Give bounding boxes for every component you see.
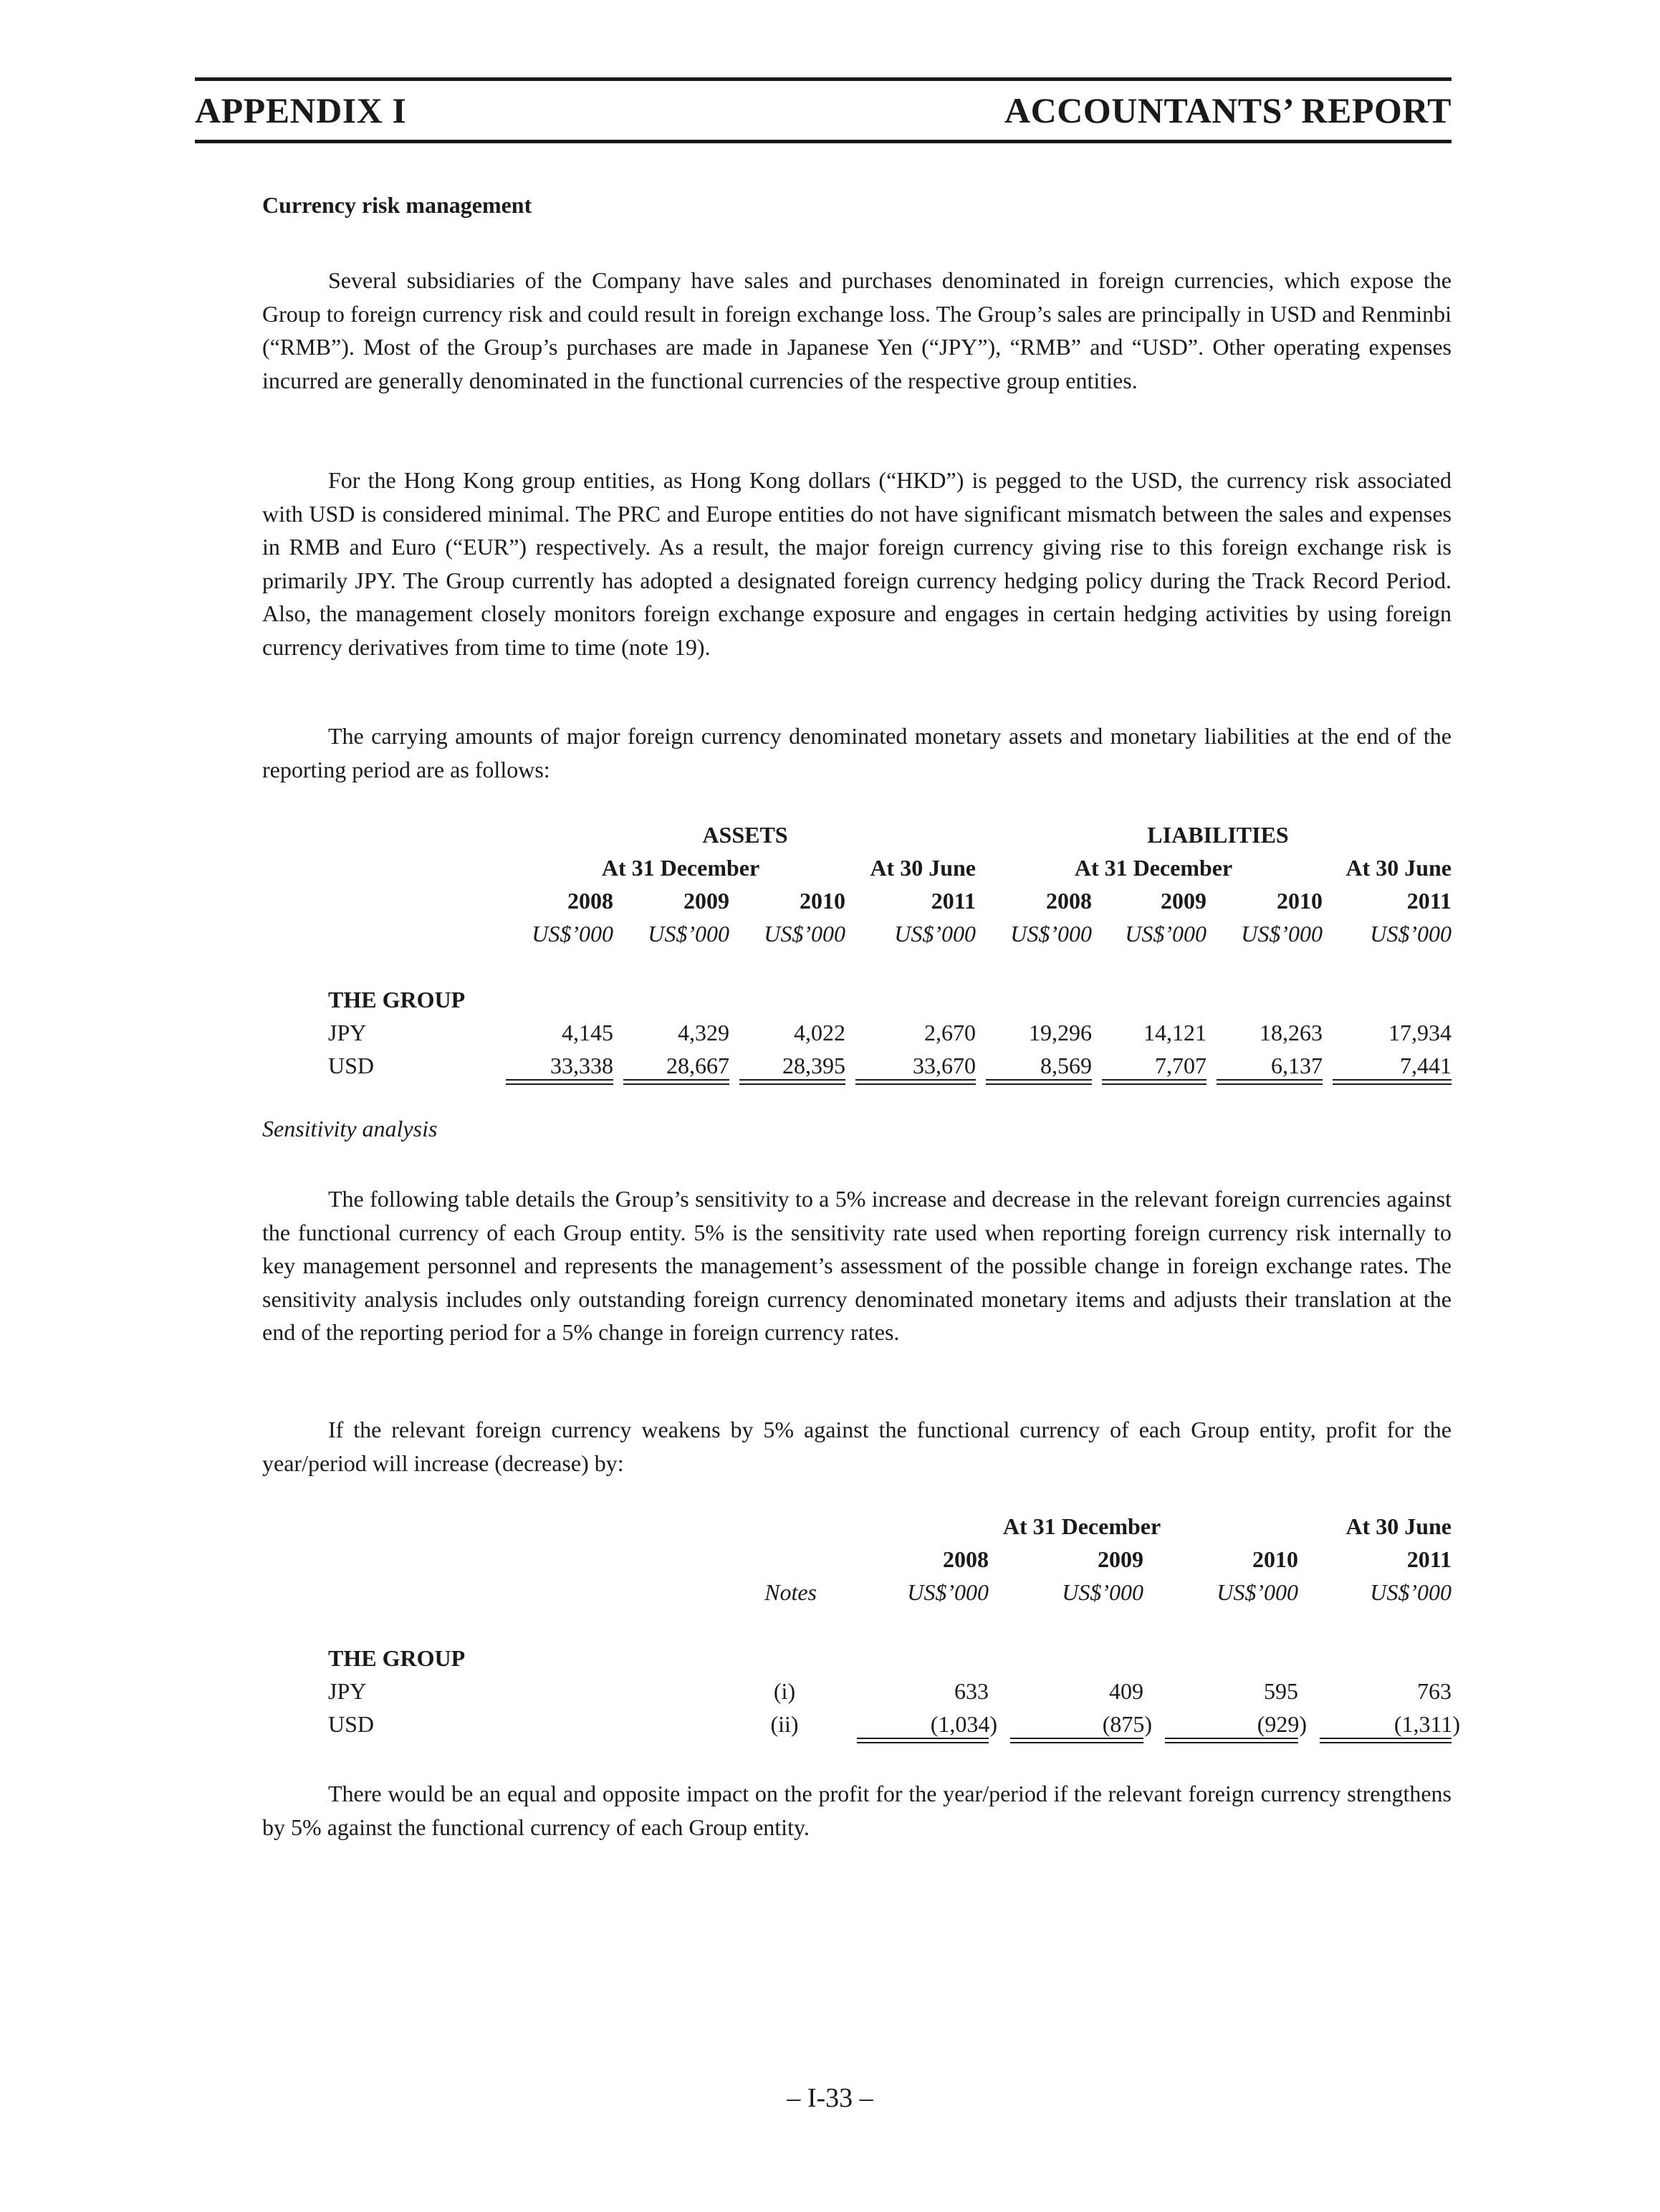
total-underline	[1010, 1742, 1143, 1743]
assets-group-header: ASSETS	[702, 822, 788, 848]
table-cell: 7,441	[1400, 1053, 1452, 1078]
note-reference: (i)	[773, 1678, 796, 1704]
table-cell: 4,022	[794, 1020, 845, 1045]
year-header: 2011	[1406, 888, 1452, 914]
table-cell: 595	[1264, 1678, 1298, 1704]
table-cell: 28,667	[666, 1053, 729, 1078]
paragraph-3	[262, 719, 1452, 786]
paragraph-5	[262, 1413, 1452, 1480]
at-31-december-header: At 31 December	[1002, 1513, 1161, 1539]
paragraph-1	[262, 264, 1452, 397]
page-header	[195, 77, 1452, 143]
year-header: 2010	[800, 888, 845, 914]
table-cell: 8,569	[1040, 1053, 1092, 1078]
row-label-jpy: JPY	[328, 1020, 367, 1045]
group-section-label: THE GROUP	[328, 987, 466, 1012]
year-header: 2009	[1098, 1546, 1143, 1572]
unit-header: US$’000	[1217, 1579, 1298, 1605]
total-underline	[1102, 1079, 1206, 1081]
total-underline	[739, 1079, 845, 1081]
table-cell: 14,121	[1143, 1020, 1206, 1045]
total-underline	[623, 1079, 729, 1081]
total-underline	[1320, 1742, 1452, 1743]
table-cell: 2,670	[924, 1020, 976, 1045]
total-underline	[1217, 1083, 1323, 1085]
unit-header: US$’000	[1370, 1579, 1452, 1605]
header-bottom-rule	[195, 140, 1452, 143]
table-cell: 18,263	[1260, 1020, 1323, 1045]
table-cell: 17,934	[1388, 1020, 1452, 1045]
total-underline	[1333, 1083, 1452, 1085]
header-report-title: ACCOUNTANTS’ REPORT	[1004, 90, 1452, 130]
unit-header: US$’000	[1062, 1579, 1143, 1605]
year-header: 2009	[683, 888, 729, 914]
total-underline	[1333, 1079, 1452, 1081]
liabilities-at-30-june: At 30 June	[1345, 855, 1452, 881]
table-cell: 7,707	[1155, 1053, 1206, 1078]
section-title: Currency risk management	[262, 192, 532, 218]
total-underline	[506, 1079, 613, 1081]
table-cell: 4,329	[678, 1020, 729, 1045]
total-underline	[1320, 1738, 1452, 1739]
total-underline	[857, 1742, 989, 1743]
year-header: 2010	[1252, 1546, 1298, 1572]
table-cell: 28,395	[782, 1053, 845, 1078]
year-header: 2010	[1277, 888, 1323, 914]
total-underline	[1165, 1742, 1298, 1743]
paragraph-4	[262, 1182, 1452, 1349]
notes-header: Notes	[764, 1579, 817, 1605]
table-cell: (1,311)	[1393, 1711, 1460, 1737]
unit-header: US$’000	[532, 921, 613, 947]
table-cell: 6,137	[1271, 1053, 1323, 1078]
page-number: – I-33 –	[787, 2083, 873, 2113]
total-underline	[855, 1079, 976, 1081]
unit-header: US$’000	[894, 921, 976, 947]
year-header: 2008	[567, 888, 613, 914]
table-cell: (875)	[1102, 1711, 1152, 1737]
table-cell: 633	[954, 1678, 989, 1704]
total-underline	[986, 1083, 1092, 1085]
year-header: 2008	[1046, 888, 1092, 914]
total-underline	[506, 1083, 613, 1085]
table-cell: (1,034)	[930, 1711, 997, 1737]
paragraph-6	[262, 1777, 1452, 1844]
paragraph-2	[262, 464, 1452, 664]
sensitivity-analysis-heading: Sensitivity analysis	[262, 1116, 438, 1141]
paragraph-text: There would be an equal and opposite impact on the profit for the year/period if the relevant foreign currency strengthens by 5% against the functional currency of each Group entity.	[262, 1781, 1452, 1840]
paragraph-text: Several subsidiaries of the Company have sales and purchases denominated in foreign currencies, which expose the Group to foreign currency risk and could result in foreign exchange loss. The Group’s sales are principally in USD and Renminbi (“RMB”). Most of the Group’s purchases are made in Japanese Yen (“JPY”), “RMB” and “USD”. Other operating expenses incurred are generally denominated in the functional currencies of the respective group entities.	[262, 267, 1452, 393]
total-underline	[855, 1083, 976, 1085]
liabilities-group-header: LIABILITIES	[1147, 822, 1289, 848]
row-label-usd: USD	[328, 1711, 375, 1737]
total-underline	[1010, 1738, 1143, 1739]
year-header: 2009	[1161, 888, 1206, 914]
liabilities-at-31-december: At 31 December	[1074, 855, 1233, 881]
table-cell: 19,296	[1029, 1020, 1092, 1045]
unit-header: US$’000	[764, 921, 845, 947]
group-section-label: THE GROUP	[328, 1645, 466, 1671]
total-underline	[739, 1083, 845, 1085]
total-underline	[623, 1083, 729, 1085]
row-label-jpy: JPY	[328, 1678, 367, 1704]
table-cell: (929)	[1257, 1711, 1307, 1737]
unit-header: US$’000	[1125, 921, 1206, 947]
unit-header: US$’000	[648, 921, 729, 947]
paragraph-text: For the Hong Kong group entities, as Hong Kong dollars (“HKD”) is pegged to the USD, the currency risk associated with USD is considered minimal. The PRC and Europe entities do not have significant mismatch between the sales and expenses in RMB and Euro (“EUR”) respectively. As a result, the major foreign currency giving rise to this foreign exchange risk is primarily JPY. The Group currently has adopted a designated foreign currency hedging policy during the Track Record Period. Also, the management closely monitors foreign exchange exposure and engages in certain hedging activities by using foreign currency derivatives from time to time (note 19).	[262, 467, 1452, 660]
paragraph-text: The following table details the Group’s sensitivity to a 5% increase and decrease in the relevant foreign currencies against the functional currency of each Group entity. 5% is the sensitivity rate used when reporting foreign currency risk internally to key management personnel and represents the management’s assessment of the possible change in foreign exchange rates. The sensitivity analysis includes only outstanding foreign currency denominated monetary items and adjusts their translation at the end of the reporting period for a 5% change in foreign currency rates.	[262, 1186, 1452, 1345]
table-cell: 409	[1109, 1678, 1143, 1704]
table-cell: 763	[1417, 1678, 1452, 1704]
total-underline	[986, 1079, 1092, 1081]
table-cell: 33,670	[913, 1053, 976, 1078]
year-header: 2011	[931, 888, 976, 914]
note-reference: (ii)	[770, 1711, 799, 1737]
header-appendix-label: APPENDIX I	[195, 90, 407, 130]
table-cell: 4,145	[562, 1020, 613, 1045]
year-header: 2011	[1406, 1546, 1452, 1572]
header-top-rule	[195, 77, 1452, 81]
total-underline	[857, 1738, 989, 1739]
unit-header: US$’000	[1010, 921, 1092, 947]
at-30-june-header: At 30 June	[1345, 1513, 1452, 1539]
total-underline	[1165, 1738, 1298, 1739]
total-underline	[1102, 1083, 1206, 1085]
paragraph-text: If the relevant foreign currency weakens by 5% against the functional currency of each Group entity, profit for the year/period will increase (decrease) by:	[262, 1417, 1452, 1476]
unit-header: US$’000	[1241, 921, 1323, 947]
paragraph-text: The carrying amounts of major foreign currency denominated monetary assets and monetary liabilities at the end of the reporting period are as follows:	[262, 723, 1452, 782]
table-cell: 33,338	[550, 1053, 613, 1078]
assets-at-31-december: At 31 December	[601, 855, 760, 881]
row-label-usd: USD	[328, 1053, 375, 1078]
year-header: 2008	[943, 1546, 989, 1572]
assets-at-30-june: At 30 June	[870, 855, 976, 881]
total-underline	[1217, 1079, 1323, 1081]
unit-header: US$’000	[907, 1579, 989, 1605]
unit-header: US$’000	[1370, 921, 1452, 947]
